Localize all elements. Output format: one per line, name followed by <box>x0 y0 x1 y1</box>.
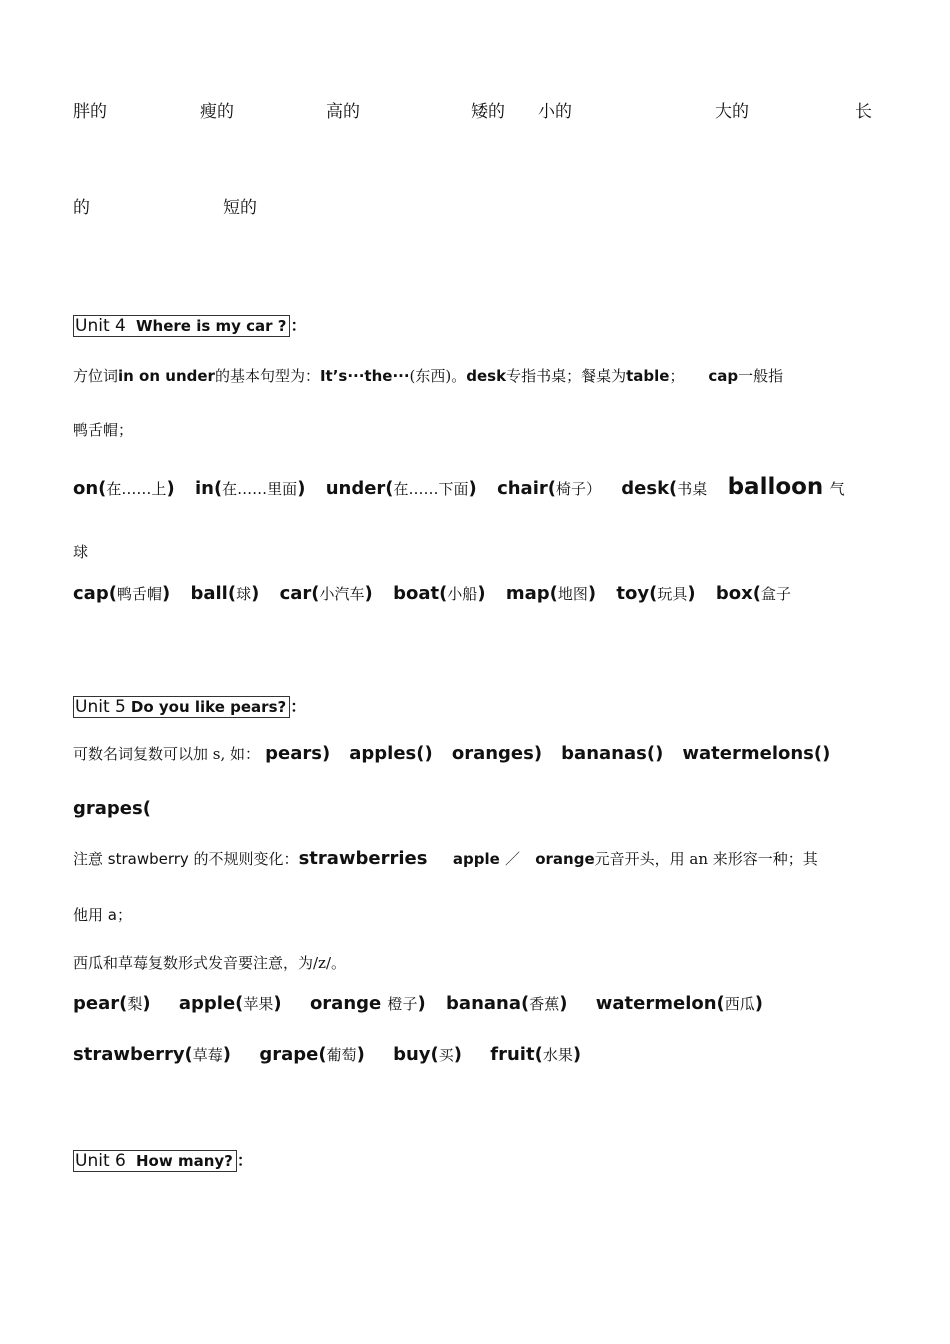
note-keyword: orange <box>535 850 595 868</box>
note-text: 一般指 <box>738 367 784 385</box>
note-text: 的基本句型为： <box>214 367 320 385</box>
note-text: 西瓜和草莓复数形式发音要注意，为/z/。 <box>73 954 347 972</box>
unit4-vocab-row-2 <box>73 583 874 604</box>
adjective: 短的 <box>223 198 257 218</box>
note-keyword: apple <box>452 850 500 868</box>
note-keyword: cap <box>708 367 739 385</box>
unit6-heading-box <box>73 1150 237 1172</box>
heading-colon: ： <box>236 1151 253 1170</box>
vocab-item: strawberry(草莓) <box>73 1044 232 1065</box>
unit5-note-pronunciation <box>73 952 874 973</box>
vocab-item: banana(香蕉) <box>446 993 568 1014</box>
unit-number: Unit 5 <box>75 697 126 717</box>
vocab-item: chair(椅子） <box>497 478 601 499</box>
plural-word: oranges) <box>451 743 543 764</box>
unit5-vocab-row-1 <box>73 993 874 1014</box>
unit4-vocab-row-1 <box>73 474 874 500</box>
plural-intro: 可数名词复数可以加 s, 如： <box>73 745 261 763</box>
heading-colon: ： <box>290 697 307 716</box>
note-text: 鸭舌帽； <box>73 421 134 439</box>
adjective: 高的 <box>326 102 360 122</box>
vocab-item: box(盒子 <box>715 583 791 604</box>
vocab-item: apple(苹果) <box>178 993 282 1014</box>
adjective: 胖的 <box>73 102 107 122</box>
note-text: 注意 strawberry 的不规则变化： <box>73 850 299 868</box>
note-text: 专指书桌；餐桌为 <box>506 367 627 385</box>
vocab-item: map(地图) <box>505 583 597 604</box>
unit4-note <box>73 365 874 386</box>
vocab-item: cap(鸭舌帽) <box>73 583 171 604</box>
plural-word: pears) <box>265 743 331 764</box>
adjectives-row-2 <box>73 193 874 217</box>
vocab-item: in(在……里面) <box>194 478 306 499</box>
vocab-item: on(在……上) <box>73 478 175 499</box>
adjective: 矮的 <box>471 102 505 122</box>
adjective: 小的 <box>538 102 572 122</box>
vocab-item: fruit(水果) <box>490 1044 582 1065</box>
adjectives-row-1 <box>73 97 874 121</box>
adjective: 瘦的 <box>200 102 234 122</box>
unit4-note-cont <box>73 419 874 440</box>
unit6-heading <box>73 1148 874 1171</box>
vocab-item: pear(梨) <box>73 993 151 1014</box>
note-keyword: It’s···the··· <box>319 367 410 385</box>
plural-word: bananas() <box>561 743 664 764</box>
unit5-vocab-row-2 <box>73 1044 874 1065</box>
note-keyword: in on under <box>118 367 215 385</box>
adjective: 长 <box>855 102 872 122</box>
unit4-heading-box <box>73 315 290 337</box>
note-text: ； <box>669 367 685 385</box>
plural-word: apples() <box>349 743 433 764</box>
unit5-heading-box <box>73 696 290 718</box>
vocab-item: boat(小船) <box>393 583 486 604</box>
vocab-item-balloon: balloon 气 <box>727 474 845 500</box>
note-keyword: strawberries <box>298 848 428 869</box>
vocab-item: orange 橙子) <box>309 993 426 1014</box>
unit5-note-irregular-cont <box>73 904 874 925</box>
vocab-text: 球 <box>73 543 89 561</box>
vocab-item: under(在……下面) <box>325 478 477 499</box>
note-text: 元音开头，用 an 来形容一种；其 <box>594 850 818 868</box>
note-text: ／ <box>504 850 520 868</box>
unit-title: Where is my car ? <box>136 317 287 335</box>
plural-word: grapes( <box>73 798 151 819</box>
unit-title: How many? <box>136 1152 233 1170</box>
note-text: 方位词 <box>73 367 119 385</box>
adjective: 大的 <box>715 102 749 122</box>
vocab-item: buy(买) <box>393 1044 462 1065</box>
unit4-vocab-row-1-cont <box>73 541 874 562</box>
note-text: (东西)。 <box>409 367 467 385</box>
vocab-item: watermelon(西瓜) <box>595 993 764 1014</box>
unit5-plural-line <box>73 743 874 764</box>
vocab-item: grape(葡萄) <box>259 1044 365 1065</box>
unit-number: Unit 4 <box>75 316 126 336</box>
unit5-heading <box>73 694 874 717</box>
vocab-item: car(小汽车) <box>279 583 373 604</box>
unit-title: Do you like pears? <box>130 698 287 716</box>
unit4-heading <box>73 313 874 336</box>
heading-colon: ： <box>290 316 307 335</box>
unit5-plural-cont <box>73 798 874 819</box>
unit-number: Unit 6 <box>75 1151 126 1171</box>
vocab-item: desk(书桌 <box>621 478 708 499</box>
unit5-note-irregular <box>73 848 874 869</box>
plural-word: watermelons() <box>682 743 831 764</box>
adjective: 的 <box>73 198 90 218</box>
note-keyword: table <box>626 367 670 385</box>
vocab-item: ball(球) <box>190 583 260 604</box>
note-keyword: desk <box>466 367 507 385</box>
vocab-item: toy(玩具) <box>616 583 696 604</box>
note-text: 他用 a； <box>73 906 132 924</box>
